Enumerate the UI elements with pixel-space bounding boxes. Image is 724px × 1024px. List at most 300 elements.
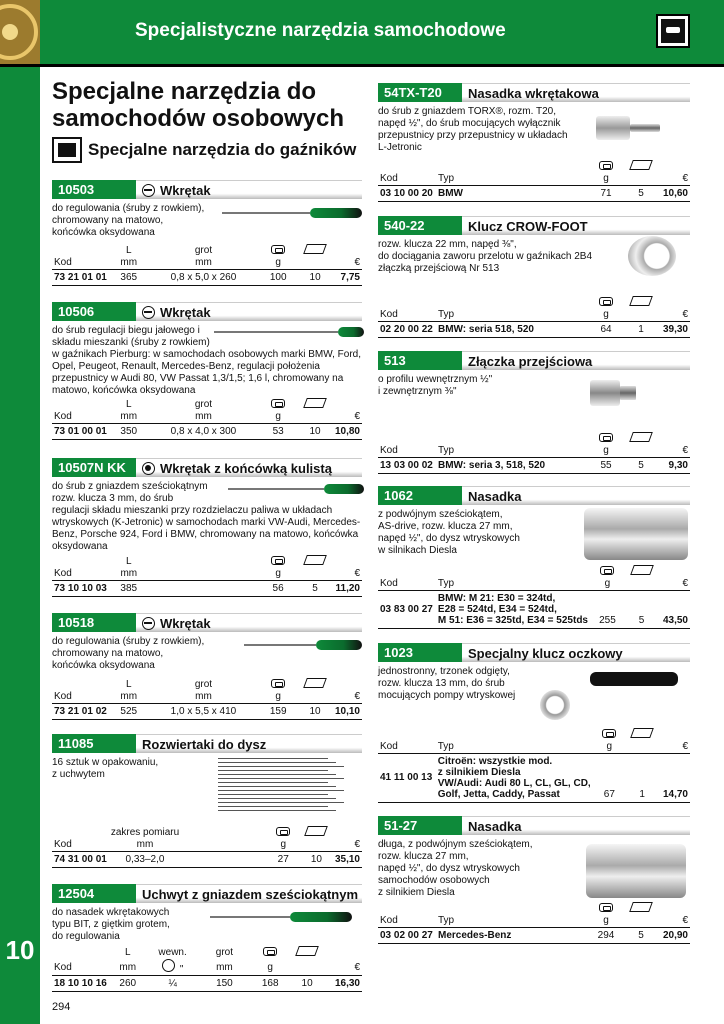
spec-header-row-1 [378,160,690,173]
page-title [52,78,372,132]
reamer-needle [218,770,328,771]
spec-header-cell: g [588,445,624,457]
spec-header-cell [624,296,658,309]
product-name [136,734,362,753]
spec-header-cell: L [125,399,132,410]
product-name [136,613,362,632]
brand-logo [0,0,40,64]
spec-cell: 73 21 01 01 [52,269,109,285]
spec-header-cell: € [324,959,362,976]
spec-cell: 168 [250,976,290,992]
page-title-line2: samochodów osobowych [52,105,345,132]
product-name [462,486,690,505]
spec-cell: 10 [301,851,333,867]
description-line: z podwójnym sześciokątem, [378,509,503,520]
description-line: regulacji składu mieszanki przy rozdzielaczu paliwa w układach [52,505,333,516]
reamer-needle [218,790,344,791]
description-line: napęd ½", do dysz wtryskowych [378,533,520,544]
spec-header-row-1 [378,565,690,578]
spec-header-cell: L [124,947,131,958]
spec-data-row [378,457,690,473]
spec-header-row-2 [378,309,690,321]
weight-icon [599,161,613,170]
spec-header-row-2 [52,691,362,703]
product-header [52,884,362,903]
spec-cell: 100 [258,269,298,285]
type-line: E28 = 524td, E34 = 524td, [437,603,557,615]
product-code: 540-22 [378,216,462,235]
description-line: napęd ½", do dysz wtryskowych [378,863,520,874]
description-line: mocujących pompy wtryskowej [378,690,516,701]
screwdriver-shaft [214,331,338,333]
spec-header-cell: Typ [436,309,588,321]
carburetor-icon [52,137,82,163]
product-header [52,734,362,753]
description-line: do dociągania zaworu przelotu w gaźnikach 2B4 [378,251,593,262]
description-line: Opel, Peugeot, Renault, Mercedes-Benz, regulacji położenia [52,361,320,372]
product-header [378,216,690,235]
spec-header-row-2 [52,568,362,580]
spec-cell: 11,20 [332,580,362,596]
type-line: BMW: M 21: E30 = 324td, [437,592,556,604]
spec-header-cell [298,678,332,691]
product-code: 51-27 [378,816,462,835]
spec-cell: 74 31 00 01 [52,851,109,867]
product-name-text: Wkrętak [160,182,211,198]
spec-header-cell [624,902,658,915]
spec-header-cell: mm [109,411,149,423]
weight-icon [263,947,277,956]
package-icon [303,678,327,688]
spec-cell: 10,60 [658,185,690,201]
product-name [462,816,690,835]
page-number: 294 [52,1001,71,1013]
spec-header-cell [149,568,258,580]
spec-data-row [52,423,362,439]
screwdriver-handle [338,327,364,337]
spec-cell: 55 [588,457,624,473]
screw-head-icon [142,184,155,197]
product-code: 10506 [52,302,136,321]
spec-data-row [52,851,362,867]
description-line: chromowany na matowo, [52,215,164,226]
weight-icon [271,556,285,565]
product-code: 513 [378,351,462,370]
reamer-needle [218,766,344,767]
spec-header-cell: grot [194,679,213,690]
spec-header-cell [332,398,362,411]
spec-header-cell: Typ [436,741,593,753]
spec-header-cell [624,915,658,927]
spec-header-cell [258,678,298,691]
spec-header-cell: € [658,173,690,185]
spec-cell: 5 [625,590,658,628]
spec-header-cell [658,160,690,173]
spec-data-row [378,753,690,802]
adapter-square [620,386,636,400]
spec-cell: 5 [624,927,658,943]
spec-cell: 10,80 [332,423,362,439]
spec-cell: 43,50 [658,590,690,628]
spec-header-row-2 [378,445,690,457]
spec-cell [436,753,593,802]
spec-header-cell [332,555,362,568]
spec-header-cell [378,565,436,578]
spec-cell: 41 11 00 13 [378,753,436,802]
screwdriver-handle [316,640,362,650]
spec-header-cell [626,728,658,741]
screwdriver-shaft [244,644,316,646]
spec-header-cell: Kod [52,959,109,976]
spec-table [378,432,690,474]
product-name-text: Nasadka [468,488,522,504]
spec-header-cell: € [332,257,362,269]
spec-header-cell [147,959,199,976]
product-name [136,884,362,903]
header-title: Specjalistyczne narzędzia samochodowe [135,20,506,41]
description-line: końcówka oksydowana [52,660,155,671]
spec-cell: Mercedes-Benz [436,927,588,943]
product-description [52,481,362,553]
spec-header-row-2 [378,578,690,590]
spec-header-cell: Typ [436,578,590,590]
screw-head-icon [142,462,155,475]
spec-header-cell [324,946,362,959]
package-icon [630,565,654,575]
long-socket [586,844,686,898]
spec-header-cell: g [258,691,298,703]
spec-header-cell [52,398,109,411]
spec-header-cell [258,555,298,568]
description-line: napęd ½", do śrub mocujących wyłącznik [378,118,561,129]
screwdriver-handle [310,208,362,218]
package-icon [629,902,653,912]
weight-icon [599,433,613,442]
spec-header-row-2 [378,741,690,753]
spec-header-row-1 [52,826,362,839]
spec-header-cell [658,902,690,915]
spec-header-cell: € [332,691,362,703]
spec-header-cell [625,565,658,578]
spec-cell: 10 [298,423,332,439]
product-name-text: Rozwiertaki do dysz [142,736,267,752]
spec-data-row [52,269,362,285]
type-line: Golf, Jetta, Caddy, Passat [437,788,560,800]
weight-icon [271,399,285,408]
spec-header-cell [298,244,332,257]
product-name [136,180,362,199]
spec-header-cell: € [332,411,362,423]
spec-cell [181,851,266,867]
description-line: o profilu wewnętrznym ½" [378,374,493,385]
spec-header-cell [378,728,436,741]
spec-header-cell: mm [109,839,181,851]
spec-header-cell: wewn. [158,947,187,958]
spec-header-cell [301,826,333,839]
reamer-needle [218,794,328,795]
spec-header-cell: Kod [52,257,109,269]
spec-header-cell: g [588,309,624,321]
spec-data-row [378,590,690,628]
spec-header-row-1 [378,432,690,445]
spec-header-cell [588,902,624,915]
spec-header-cell [52,244,109,257]
description-line: matowo, końcówka oksydowana [52,385,196,396]
spec-cell: 18 10 10 16 [52,976,109,992]
spec-data-row [378,185,690,201]
product-code: 12504 [52,884,136,903]
spec-cell: 73 21 01 02 [52,703,109,719]
reamer-needle [218,798,336,799]
spec-header-row-1 [378,728,690,741]
package-icon [630,728,654,738]
spec-cell: 385 [109,580,149,596]
product-header [378,351,690,370]
product-description [52,325,362,397]
product-header [52,180,362,199]
spec-cell: 13 03 00 02 [378,457,436,473]
spec-cell: 03 02 00 27 [378,927,436,943]
description-line: przepustnicy przy przepustnicy w układach [378,130,568,141]
product-description [52,636,362,672]
weight-icon [602,729,616,738]
spec-data-row [52,703,362,719]
screwdriver-shaft [210,916,290,918]
spec-header-cell: grot [194,399,213,410]
adapter-body [590,380,620,406]
spec-header-cell [181,826,266,839]
spec-header-row-1 [52,555,362,568]
product-header [52,302,362,321]
spec-header-cell: mm [149,691,259,703]
spec-cell: 71 [588,185,624,201]
product-name-text: Wkrętak [160,615,211,631]
spec-table [52,678,362,720]
chapter-tab: 10 [0,920,40,980]
spec-header-cell [624,445,658,457]
spec-cell: 255 [590,590,625,628]
spec-cell: 5 [624,185,658,201]
spec-header-cell [298,257,332,269]
product-code: 1023 [378,643,462,662]
spec-header-cell [290,946,324,959]
spec-header-cell [590,565,625,578]
spec-header-cell: g [258,568,298,580]
spec-header-row-2 [52,411,362,423]
spec-header-cell: L [125,245,132,256]
spec-header-cell: Kod [52,411,109,423]
spec-header-cell [436,902,588,915]
spec-header-cell [258,398,298,411]
socket-1062 [584,508,688,560]
spec-header-row-1 [52,398,362,411]
spec-cell: 20,90 [658,927,690,943]
reamer-needle [218,782,328,783]
page-title-line1: Specjalne narzędzia do [52,78,317,105]
spec-header-cell: Kod [378,741,436,753]
spec-cell: 03 10 00 20 [378,185,436,201]
spec-cell: 10 [298,703,332,719]
spec-header-row-1 [378,902,690,915]
spec-header-cell: Kod [378,309,436,321]
spec-header-row-1 [52,678,362,691]
spec-cell: BMW [436,185,588,201]
spec-header-cell [52,555,109,568]
spec-header-cell: g [588,915,624,927]
screw-head-icon [142,617,155,630]
description-line: do nasadek wkrętakowych [52,907,170,918]
spec-cell: BMW: seria 518, 520 [436,321,588,337]
spec-header-row-1 [52,244,362,257]
product-code: 10518 [52,613,136,632]
spec-header-cell [298,691,332,703]
spec-header-cell [301,839,333,851]
spec-header-cell: € [658,915,690,927]
spec-header-cell: Typ [436,915,588,927]
spec-cell: 350 [109,423,149,439]
reamer-needle [218,774,336,775]
description-line: Benz, Porsche 924, Ford i BMW, chromowany na matowo, końcówka [52,529,359,540]
spec-table [378,565,690,629]
spec-header-cell [298,398,332,411]
spec-header-cell [658,296,690,309]
spec-header-cell [378,160,436,173]
spec-header-cell [378,902,436,915]
spec-header-cell: mm [109,959,147,976]
description-line: z uchwytem [52,769,105,780]
description-line: do śrub z gniazdem sześciokątnym [52,481,208,492]
screw-head-icon [142,306,155,319]
spec-header-row-2 [52,839,362,851]
description-line: w silnikach Diesla [378,545,457,556]
spec-table [52,946,362,992]
spec-cell: 73 10 10 03 [52,580,109,596]
type-line: z silnikiem Diesla [437,766,521,778]
description-line: do regulowania [52,931,120,942]
spec-data-row [378,321,690,337]
spec-cell: 9,30 [658,457,690,473]
spec-header-row-1 [52,946,362,959]
reamer-needle [218,810,336,811]
spec-cell: 294 [588,927,624,943]
ring-wrench-handle [590,672,678,686]
spec-header-row-2 [52,959,362,976]
spec-data-row [52,580,362,596]
spec-header-cell [181,839,266,851]
package-icon [303,244,327,254]
spec-cell: 64 [588,321,624,337]
product-name [462,216,690,235]
description-line: i zewnętrznym ⅜" [378,386,457,397]
spec-data-row [52,976,362,992]
spec-header-cell: Kod [378,445,436,457]
drive-square-icon [162,959,175,972]
ring-wrench-eye [540,690,570,720]
description-line: przepustnicy w Audi 80, VW Passat 1,3/1,5; 1,6 l, chromowany na [52,373,344,384]
description-line: 16 sztuk w opakowaniu, [52,757,159,768]
spec-header-cell [52,826,109,839]
spec-header-text: " [179,964,184,975]
product-header [378,816,690,835]
spec-cell: 150 [199,976,251,992]
weight-icon [276,827,290,836]
description-line: rozw. klucza 3 mm, do śrub [52,493,174,504]
product-header [378,643,690,662]
sidebar-strip [0,67,40,1024]
type-line: VW/Audi: Audi 80 L, CL, GL, CD, [437,777,591,789]
torx-bit-socket [596,116,630,140]
weight-icon [599,297,613,306]
spec-cell: 10,10 [332,703,362,719]
reamer-needle [218,806,328,807]
spec-cell: 16,30 [324,976,362,992]
spec-header-cell [332,826,362,839]
description-line: składu mieszanki (śruby z rowkiem) [52,337,210,348]
product-name [136,458,362,477]
spec-header-cell: € [332,568,362,580]
description-line: w gaźnikach Pierburg: w samochodach osobowych marki BMW, Ford, [52,349,362,360]
product-header [378,486,690,505]
spec-header-cell [290,959,324,976]
product-name [462,643,690,662]
spec-cell: 0,8 x 5,0 x 260 [149,269,259,285]
torx-bit-tip [630,124,660,132]
spec-header-cell [624,432,658,445]
spec-cell: 525 [109,703,149,719]
spec-cell: 14,70 [658,753,690,802]
spec-header-cell [378,432,436,445]
spec-header-cell: € [658,578,690,590]
weight-icon [599,903,613,912]
spec-header-row-2 [52,257,362,269]
spec-header-cell [624,173,658,185]
spec-header-cell [378,296,436,309]
spec-header-cell [624,309,658,321]
description-line: samochodów osobowych [378,875,490,886]
spec-table [378,160,690,202]
description-line: do śrub regulacji biegu jałowego i [52,325,200,336]
spec-table [378,296,690,338]
spec-header-cell [266,826,301,839]
product-block-left [52,302,362,397]
spec-cell: 0,8 x 4,0 x 300 [149,423,259,439]
spec-header-cell: g [266,839,301,851]
reamer-needle [218,802,344,803]
spec-header-cell: mm [149,411,259,423]
header-rule [0,64,724,67]
weight-icon [271,245,285,254]
spec-header-cell [624,160,658,173]
type-line: Citroën: wszystkie mod. [437,755,553,767]
product-name-text: Wkrętak [160,304,211,320]
product-header [52,613,362,632]
spec-header-cell [658,432,690,445]
spec-header-cell [436,728,593,741]
spec-header-cell: g [258,257,298,269]
description-line: chromowany na matowo, [52,648,164,659]
weight-icon [271,679,285,688]
spec-cell: 0,33–2,0 [109,851,181,867]
section-heading [52,137,356,163]
spec-table [378,902,690,944]
spec-header-cell [298,568,332,580]
spec-cell: 27 [266,851,301,867]
spec-header-cell [436,296,588,309]
spec-cell: 365 [109,269,149,285]
product-name-text: Nasadka wkrętakowa [468,85,599,101]
product-code: 1062 [378,486,462,505]
screwdriver-handle [324,484,364,494]
